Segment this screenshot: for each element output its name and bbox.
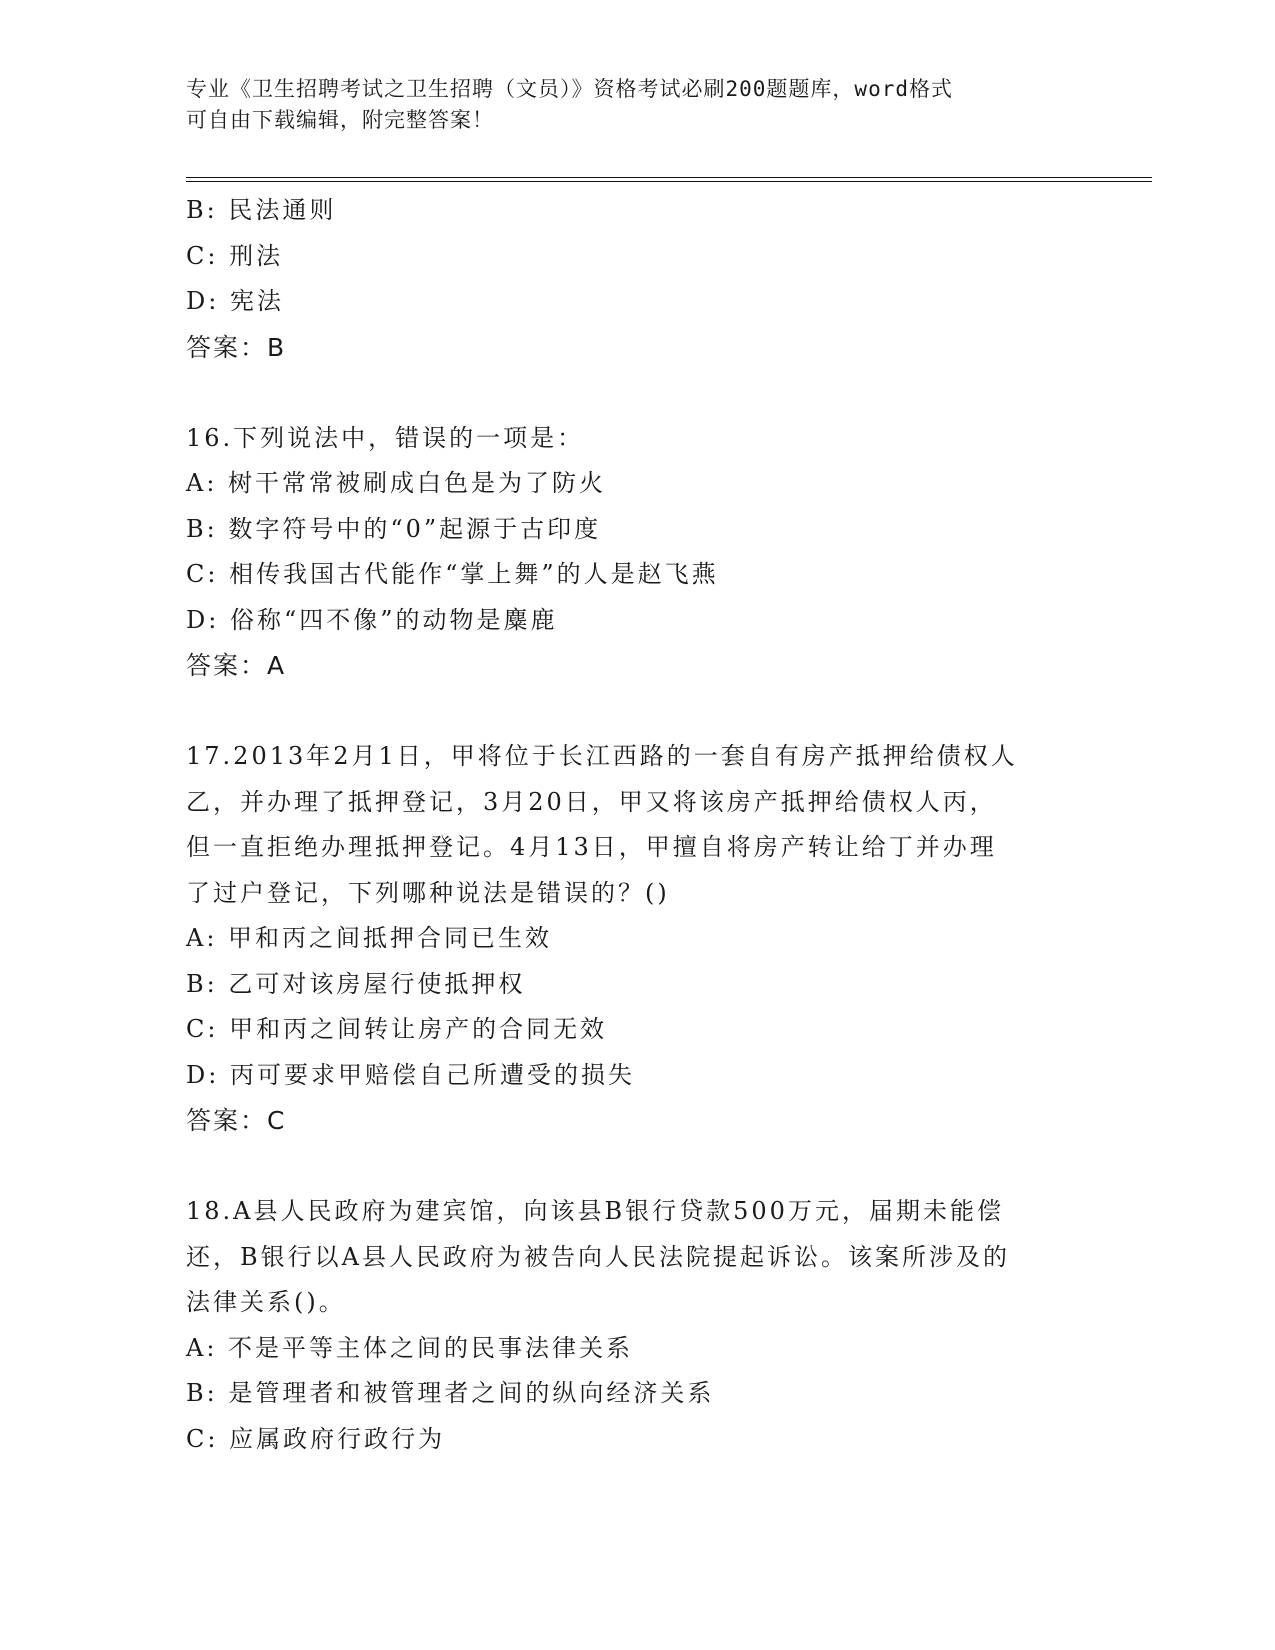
spacer	[186, 689, 1086, 735]
question-stem: 17.2013年2月1日，甲将位于长江西路的一套自有房产抵押给债权人	[186, 742, 1018, 770]
option-c: C: 甲和丙之间转让房产的合同无效	[186, 1015, 608, 1043]
option-a: A: 甲和丙之间抵押合同已生效	[186, 924, 553, 952]
question-stem: 法律关系()。	[186, 1288, 346, 1316]
option-a: A: 树干常常被刷成白色是为了防火	[186, 469, 607, 497]
question-stem: 18.A县人民政府为建宾馆，向该县B银行贷款500万元，届期未能偿	[186, 1197, 1004, 1225]
header-line-1: 专业《卫生招聘考试之卫生招聘（文员）》资格考试必刷200题题库，word格式	[186, 77, 953, 101]
answer-label: 答案：B	[186, 332, 287, 362]
question-17	[186, 734, 1086, 1144]
question-stem: 但一直拒绝办理抵押登记。4月13日，甲擅自将房产转让给丁并办理	[186, 833, 997, 861]
option-c: C: 应属政府行政行为	[186, 1424, 446, 1453]
answer-label: 答案：A	[186, 651, 287, 680]
question-stem: 乙，并办理了抵押登记，3月20日，甲又将该房产抵押给债权人丙，	[186, 787, 997, 816]
question-16	[186, 416, 1086, 689]
option-d: D: 俗称“四不像”的动物是麋鹿	[186, 605, 558, 634]
header-divider-top	[186, 177, 1152, 178]
option-b: B: 乙可对该房屋行使抵押权	[186, 969, 526, 998]
header-divider-bottom	[186, 181, 1152, 182]
question-content	[186, 188, 1086, 1462]
option-d: D: 宪法	[186, 287, 284, 315]
question-stem: 了过户登记，下列哪种说法是错误的？()	[186, 878, 670, 907]
question-stem: 16.下列说法中，错误的一项是：	[186, 423, 585, 452]
option-b: B: 是管理者和被管理者之间的纵向经济关系	[186, 1379, 715, 1407]
option-c: C: 相传我国古代能作“掌上舞”的人是赵飞燕	[186, 560, 719, 588]
option-a: A: 不是平等主体之间的民事法律关系	[186, 1333, 634, 1362]
document-header	[186, 74, 1086, 136]
header-line-2: 可自由下载编辑，附完整答案！	[186, 108, 494, 132]
spacer	[186, 1144, 1086, 1190]
option-d: D: 丙可要求甲赔偿自己所遭受的损失	[186, 1060, 635, 1089]
question-18	[186, 1189, 1086, 1462]
question-15-tail	[186, 188, 1086, 370]
spacer	[186, 370, 1086, 416]
option-b: B: 数字符号中的“0”起源于古印度	[186, 514, 602, 543]
option-b: B: 民法通则	[186, 196, 337, 224]
question-stem: 还，B银行以A县人民政府为被告向人民法院提起诉讼。该案所涉及的	[186, 1242, 1010, 1271]
option-c: C: 刑法	[186, 241, 284, 270]
answer-label: 答案：C	[186, 1106, 287, 1135]
